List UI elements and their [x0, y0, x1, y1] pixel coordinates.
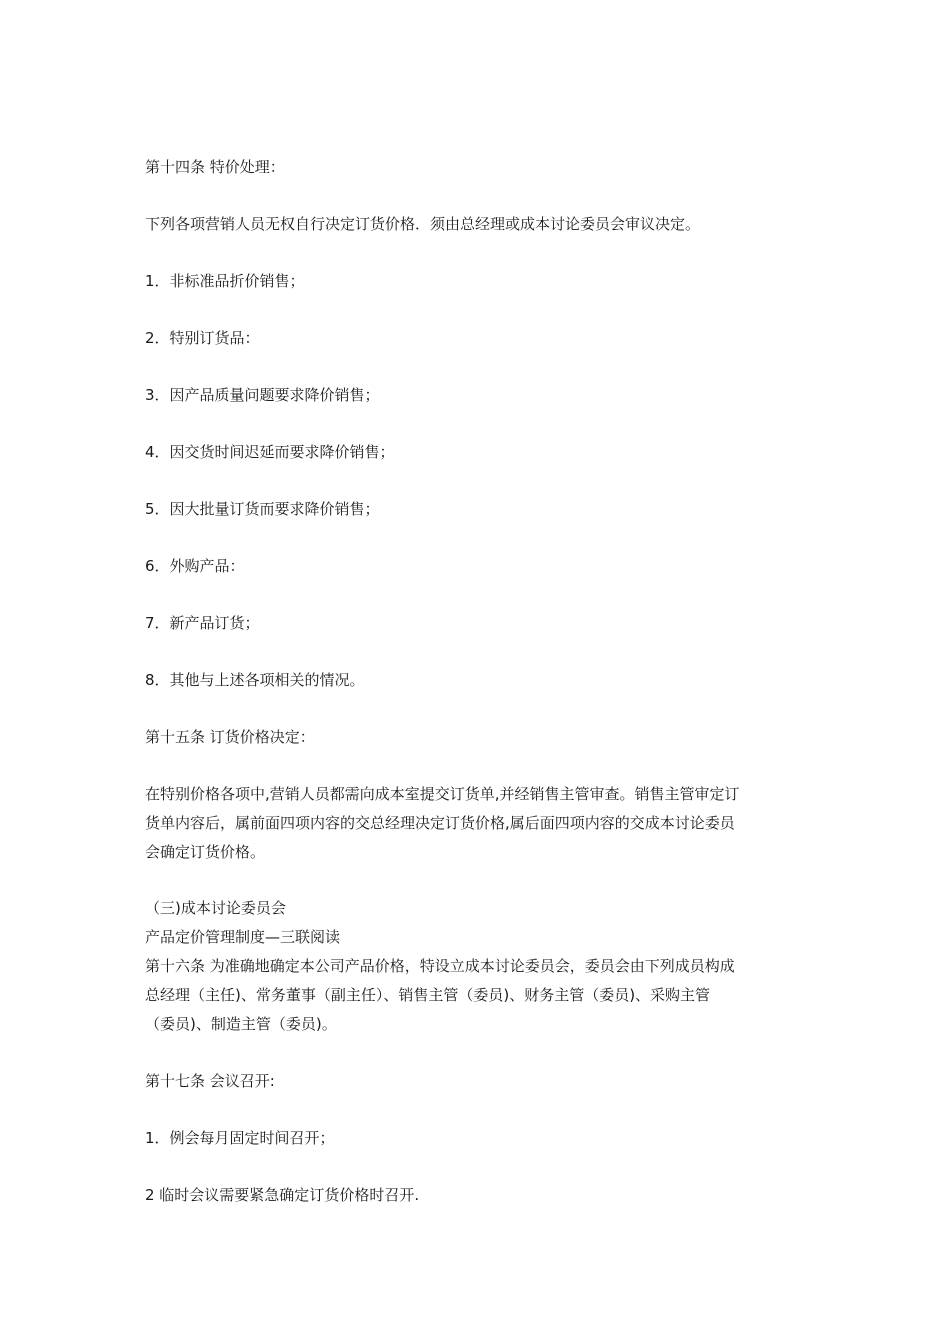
paragraph-line: 会确定订货价格。 [145, 843, 266, 861]
paragraph-line: 总经理（主任)、常务董事（副主任）、销售主管（委员)、财务主管（委员)、采购主管 [145, 986, 711, 1004]
article15-title: 第十五条 订货价格决定： [145, 728, 315, 746]
related-reading: 产品定价管理制度—三联阅读 [145, 928, 341, 946]
section3-heading: （三)成本讨论委员会 [145, 899, 286, 917]
paragraph-line: （委员)、制造主管（委员)。 [145, 1015, 337, 1033]
paragraph-line: 在特别价格各项中,营销人员都需向成本室提交订货单,并经销售主管审查。销售主管审定订 [145, 785, 740, 803]
article14-intro: 下列各项营销人员无权自行决定订货价格．须由总经理或成本讨论委员会审议决定。 [145, 215, 701, 233]
paragraph-line: 货单内容后，属前面四项内容的交总经理决定订货价格,属后面四项内容的交成本讨论委员 [145, 814, 735, 832]
article16-body [145, 952, 810, 1039]
list-item: 2．特别订货品： [145, 329, 260, 347]
list-item: 7．新产品订货； [145, 614, 260, 632]
list-item: 8．其他与上述各项相关的情况。 [145, 671, 365, 689]
article17-title: 第十七条 会议召开: [145, 1072, 275, 1090]
paragraph-line: 第十六条 为准确地确定本公司产品价格，特设立成本讨论委员会，委员会由下列成员构成 [145, 957, 735, 975]
list-item: 3．因产品质量问题要求降价销售； [145, 386, 380, 404]
list-item: 4．因交货时间迟延而要求降价销售； [145, 443, 395, 461]
list-item: 2 临时会议需要紧急确定订货价格时召开. [145, 1186, 420, 1204]
list-item: 1．例会每月固定时间召开； [145, 1129, 335, 1147]
list-item: 1．非标准品折价销售； [145, 272, 305, 290]
article14-title: 第十四条 特价处理： [145, 158, 285, 176]
list-item: 5．因大批量订货而要求降价销售； [145, 500, 380, 518]
article15-body [145, 780, 810, 867]
list-item: 6．外购产品： [145, 557, 245, 575]
